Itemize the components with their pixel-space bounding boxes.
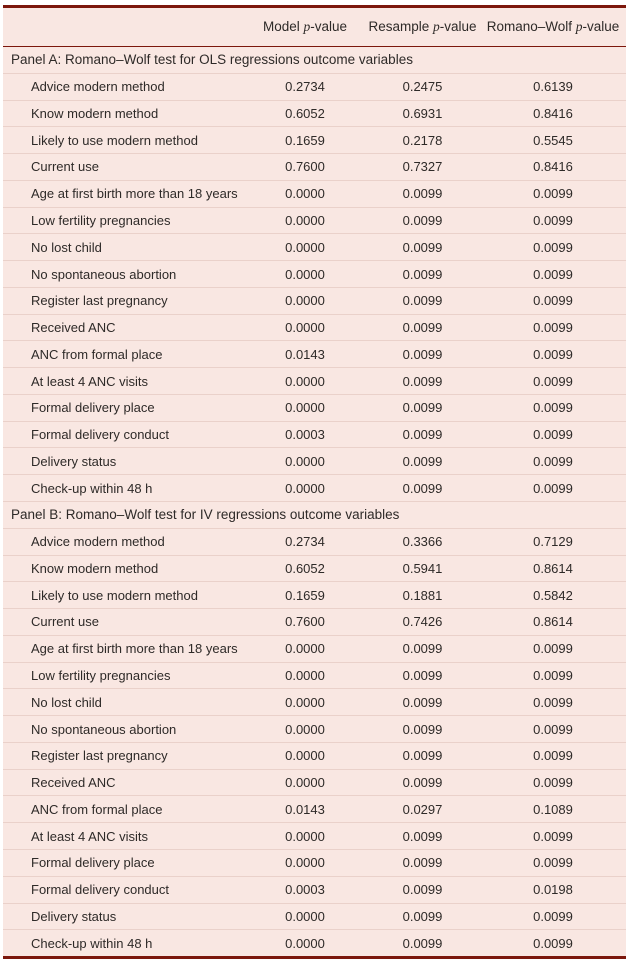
row-label: Check-up within 48 h	[31, 935, 153, 951]
row-label: Delivery status	[31, 908, 117, 924]
p-value-cell: 0.0099	[533, 641, 573, 657]
p-value-cell: 0.0099	[533, 721, 573, 737]
table-row	[3, 100, 626, 127]
p-value-cell: 0.0099	[402, 373, 443, 389]
row-label: Age at first birth more than 18 years	[31, 186, 238, 202]
table-row	[3, 662, 626, 689]
row-label: Advice modern method	[31, 79, 165, 95]
table-row	[3, 555, 626, 582]
p-value-cell: 0.2734	[285, 79, 325, 95]
p-value-cell: 0.0099	[533, 239, 573, 255]
p-value-cell: 0.0000	[285, 293, 325, 309]
table-row	[3, 688, 626, 715]
table-row	[3, 581, 626, 608]
p-value-cell: 0.1881	[402, 587, 443, 603]
table-row	[3, 474, 626, 501]
row-label: No spontaneous abortion	[31, 721, 177, 737]
row-label: Know modern method	[31, 560, 159, 576]
table-row	[3, 742, 626, 769]
row-label: Current use	[31, 614, 99, 630]
row-label: Low fertility pregnancies	[31, 667, 171, 683]
p-value-cell: 0.0000	[285, 828, 325, 844]
p-value-cell: 0.0000	[285, 775, 325, 791]
p-value-cell: 0.0000	[285, 453, 325, 469]
table-row	[3, 715, 626, 742]
p-value-cell: 0.0000	[285, 266, 325, 282]
p-value-cell: 0.0099	[533, 320, 573, 336]
row-label: Formal delivery conduct	[31, 427, 169, 443]
table-row	[3, 367, 626, 394]
p-value-cell: 0.0099	[402, 721, 443, 737]
p-value-cell: 0.1659	[285, 132, 325, 148]
table-header-row	[3, 8, 626, 47]
p-value-cell: 0.1089	[533, 801, 573, 817]
p-value-cell: 0.7600	[285, 614, 325, 630]
p-value-cell: 0.0099	[402, 935, 443, 951]
p-value-cell: 0.3366	[402, 534, 443, 550]
row-label: Received ANC	[31, 775, 116, 791]
p-value-cell: 0.0099	[533, 855, 573, 871]
row-label: Received ANC	[31, 320, 116, 336]
p-value-cell: 0.0000	[285, 186, 325, 202]
p-value-cell: 0.0099	[402, 641, 443, 657]
row-label: No lost child	[31, 694, 102, 710]
p-value-cell: 0.0099	[402, 882, 443, 898]
p-value-cell: 0.0099	[533, 935, 573, 951]
p-value-cell: 0.0099	[402, 775, 443, 791]
table-row	[3, 73, 626, 100]
table-row	[3, 795, 626, 822]
table-row	[3, 287, 626, 314]
table-row	[3, 447, 626, 474]
p-value-cell: 0.0099	[402, 855, 443, 871]
romano-wolf-pvalue-table	[3, 5, 626, 959]
p-value-cell: 0.7600	[285, 159, 325, 175]
p-value-cell: 0.0143	[285, 801, 325, 817]
row-label: Register last pregnancy	[31, 748, 168, 764]
table-row	[3, 929, 626, 956]
p-value-cell: 0.2734	[285, 534, 325, 550]
p-value-cell: 0.0000	[285, 908, 325, 924]
p-value-cell: 0.0000	[285, 748, 325, 764]
p-value-cell: 0.0099	[533, 212, 573, 228]
row-label: Formal delivery place	[31, 855, 155, 871]
table-row	[3, 340, 626, 367]
p-value-cell: 0.0099	[533, 775, 573, 791]
table-row	[3, 903, 626, 930]
table-row	[3, 528, 626, 555]
p-value-cell: 0.7426	[402, 614, 443, 630]
p-value-cell: 0.6139	[533, 79, 573, 95]
p-value-cell: 0.0099	[402, 239, 443, 255]
p-value-cell: 0.0099	[533, 453, 573, 469]
p-value-cell: 0.0099	[533, 400, 573, 416]
row-label: Low fertility pregnancies	[31, 212, 171, 228]
row-label: Delivery status	[31, 453, 117, 469]
row-label: ANC from formal place	[31, 346, 163, 362]
table-row	[3, 180, 626, 207]
panel-title: Panel B: Romano–Wolf test for IV regressions outcome variables	[11, 507, 400, 523]
p-value-cell: 0.6931	[402, 105, 443, 121]
table-body	[3, 47, 626, 956]
p-value-cell: 0.5941	[402, 560, 443, 576]
p-value-cell: 0.0099	[533, 427, 573, 443]
p-value-cell: 0.0000	[285, 320, 325, 336]
p-value-cell: 0.0099	[402, 828, 443, 844]
table-row	[3, 260, 626, 287]
p-value-cell: 0.0099	[533, 748, 573, 764]
table-row	[3, 608, 626, 635]
row-label: Formal delivery conduct	[31, 882, 169, 898]
p-value-cell: 0.0099	[402, 212, 443, 228]
p-value-cell: 0.0099	[402, 266, 443, 282]
p-value-cell: 0.0099	[533, 293, 573, 309]
p-value-cell: 0.0099	[402, 667, 443, 683]
p-value-cell: 0.0000	[285, 212, 325, 228]
p-value-cell: 0.2178	[402, 132, 443, 148]
p-value-cell: 0.0000	[285, 935, 325, 951]
p-value-cell: 0.8614	[533, 614, 573, 630]
table-row	[3, 126, 626, 153]
row-label: Likely to use modern method	[31, 132, 198, 148]
p-value-cell: 0.8416	[533, 159, 573, 175]
p-value-cell: 0.0099	[533, 694, 573, 710]
p-value-cell: 0.0099	[402, 293, 443, 309]
p-value-cell: 0.0099	[402, 908, 443, 924]
row-label: Check-up within 48 h	[31, 480, 153, 496]
panel-title: Panel A: Romano–Wolf test for OLS regressions outcome variables	[11, 52, 413, 68]
p-value-cell: 0.0003	[285, 882, 325, 898]
row-label: Likely to use modern method	[31, 587, 198, 603]
table-row	[3, 822, 626, 849]
column-header: Resample p-value	[368, 19, 477, 34]
panel-header-row	[3, 501, 626, 528]
p-value-cell: 0.7129	[533, 534, 573, 550]
p-value-cell: 0.0000	[285, 400, 325, 416]
table-row	[3, 233, 626, 260]
p-value-cell: 0.0000	[285, 667, 325, 683]
p-value-cell: 0.0099	[533, 266, 573, 282]
row-label: ANC from formal place	[31, 801, 163, 817]
p-value-cell: 0.0099	[402, 400, 443, 416]
row-label: At least 4 ANC visits	[31, 828, 149, 844]
p-value-cell: 0.0099	[402, 453, 443, 469]
p-value-cell: 0.0099	[533, 373, 573, 389]
row-label: Age at first birth more than 18 years	[31, 641, 238, 657]
p-value-cell: 0.0099	[533, 828, 573, 844]
table-row	[3, 635, 626, 662]
p-value-cell: 0.0000	[285, 239, 325, 255]
table-row	[3, 876, 626, 903]
p-value-cell: 0.0099	[402, 186, 443, 202]
p-value-cell: 0.0099	[533, 186, 573, 202]
p-value-cell: 0.0099	[533, 667, 573, 683]
table-row	[3, 421, 626, 448]
p-value-cell: 0.0099	[533, 480, 573, 496]
p-value-cell: 0.0099	[402, 694, 443, 710]
p-value-cell: 0.0000	[285, 373, 325, 389]
row-label: Know modern method	[31, 105, 159, 121]
p-value-cell: 0.8416	[533, 105, 573, 121]
p-value-cell: 0.0099	[533, 346, 573, 362]
row-label: No lost child	[31, 239, 102, 255]
table-row	[3, 153, 626, 180]
table-row	[3, 314, 626, 341]
row-label: Current use	[31, 159, 99, 175]
p-value-cell: 0.7327	[402, 159, 443, 175]
p-value-cell: 0.0099	[402, 480, 443, 496]
table-row	[3, 769, 626, 796]
row-label: Register last pregnancy	[31, 293, 168, 309]
p-value-cell: 0.5545	[533, 132, 573, 148]
p-value-cell: 0.1659	[285, 587, 325, 603]
p-value-cell: 0.0198	[533, 882, 573, 898]
p-value-cell: 0.0000	[285, 855, 325, 871]
row-label: No spontaneous abortion	[31, 266, 177, 282]
p-value-cell: 0.0099	[402, 346, 443, 362]
p-value-cell: 0.2475	[402, 79, 443, 95]
p-value-cell: 0.6052	[285, 560, 325, 576]
p-value-cell: 0.0297	[402, 801, 443, 817]
row-label: Formal delivery place	[31, 400, 155, 416]
p-value-cell: 0.6052	[285, 105, 325, 121]
row-label: Advice modern method	[31, 534, 165, 550]
column-header: Model p-value	[262, 19, 348, 34]
panel-header-row	[3, 47, 626, 73]
p-value-cell: 0.0000	[285, 694, 325, 710]
p-value-cell: 0.0099	[402, 320, 443, 336]
p-value-cell: 0.0000	[285, 721, 325, 737]
p-value-cell: 0.0000	[285, 480, 325, 496]
p-value-cell: 0.0003	[285, 427, 325, 443]
row-label: At least 4 ANC visits	[31, 373, 149, 389]
p-value-cell: 0.8614	[533, 560, 573, 576]
table-row	[3, 849, 626, 876]
p-value-cell: 0.0099	[402, 748, 443, 764]
p-value-cell: 0.0143	[285, 346, 325, 362]
p-value-cell: 0.0000	[285, 641, 325, 657]
p-value-cell: 0.0099	[533, 908, 573, 924]
column-header: Romano–Wolf p-value	[486, 19, 620, 34]
p-value-cell: 0.5842	[533, 587, 573, 603]
table-row	[3, 207, 626, 234]
table-row	[3, 394, 626, 421]
p-value-cell: 0.0099	[402, 427, 443, 443]
